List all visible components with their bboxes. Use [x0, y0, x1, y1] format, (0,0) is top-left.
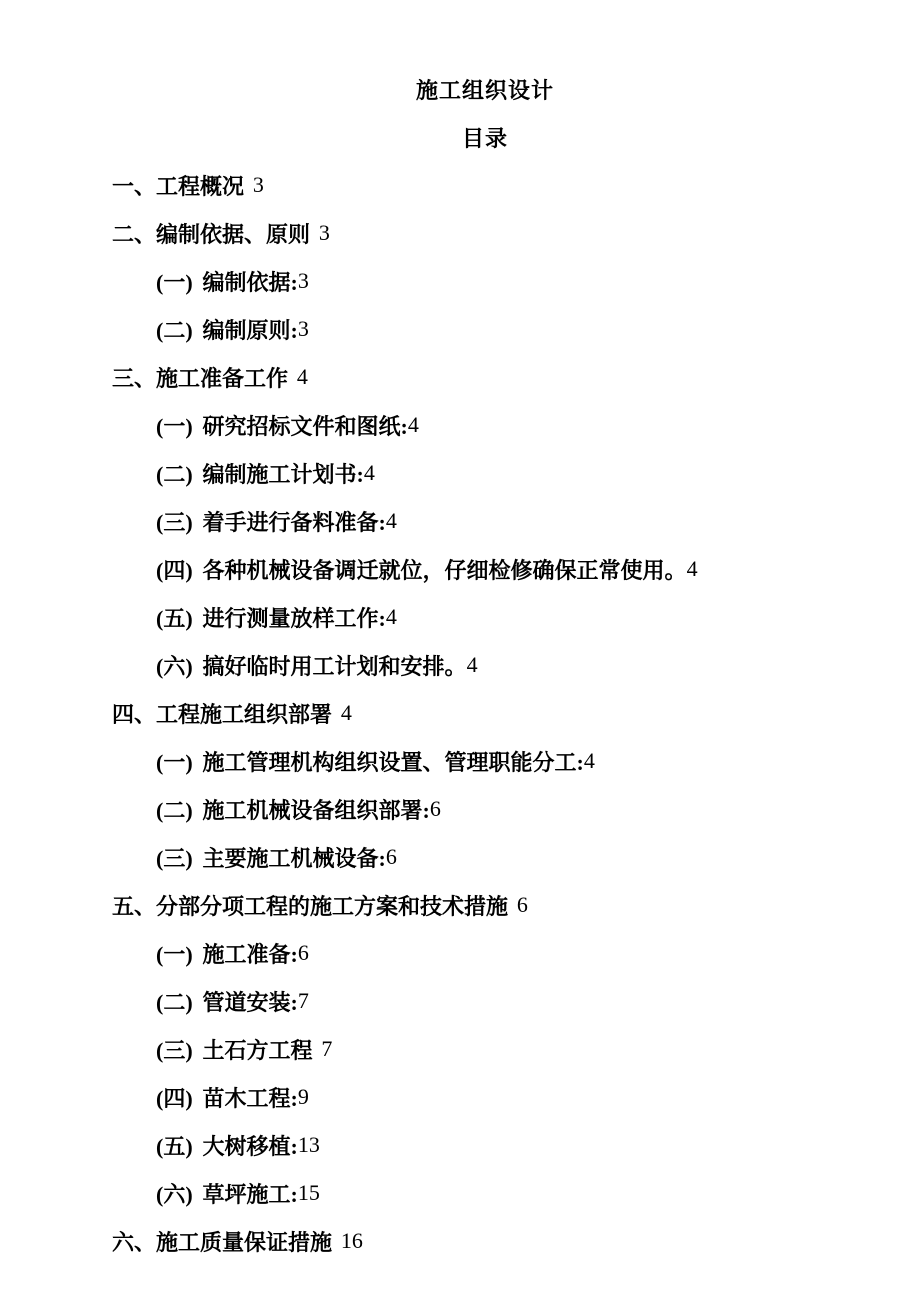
- toc-entry-page: 3: [318, 220, 330, 245]
- toc-entry: [0, 641, 920, 689]
- toc-entry-label: (四): [156, 557, 193, 583]
- toc-entry-title: 编制原则:: [202, 317, 298, 343]
- toc-entry-label: (二): [156, 797, 193, 823]
- toc-entry-label: (三): [156, 845, 193, 871]
- toc-entry: [0, 449, 920, 497]
- toc-entry-label: (二): [156, 461, 193, 487]
- toc-entry: [0, 1169, 920, 1217]
- toc-entry-title: 工程概况: [156, 173, 245, 199]
- toc-entry: [0, 497, 920, 545]
- toc-entry-title: 着手进行备料准备:: [202, 509, 386, 535]
- toc-entry-label: (一): [156, 941, 193, 967]
- toc-entry: [0, 353, 920, 401]
- toc-entry-label: 五、: [112, 893, 157, 919]
- toc-entry-title: 施工质量保证措施: [156, 1229, 333, 1255]
- toc-entry-label: (五): [156, 605, 193, 631]
- toc-entry: [0, 305, 920, 353]
- toc-entry: [0, 209, 920, 257]
- toc-entry-page: 9: [297, 1084, 309, 1109]
- toc-entry: [0, 833, 920, 881]
- toc-entry-title: 分部分项工程的施工方案和技术措施: [156, 893, 509, 919]
- toc-entry-title: 苗木工程:: [202, 1085, 298, 1111]
- toc-entry-title: 编制依据、原则: [156, 221, 311, 247]
- toc-entry-page: 6: [297, 940, 309, 965]
- toc-entry-title: 大树移植:: [202, 1133, 298, 1159]
- toc-entry-title: 施工机械设备组织部署:: [202, 797, 430, 823]
- toc-entry-page: 4: [407, 412, 419, 437]
- toc-entry-label: (六): [156, 1181, 193, 1207]
- toc-entry-page: 4: [385, 604, 397, 629]
- toc-entry-page: 4: [385, 508, 397, 533]
- toc-entry-title: 草坪施工:: [202, 1181, 298, 1207]
- toc-entry-title: 施工管理机构组织设置、管理职能分工:: [202, 749, 584, 775]
- toc-entry-label: (三): [156, 1037, 193, 1063]
- toc-entry-page: 4: [686, 556, 698, 581]
- toc-entry-title: 研究招标文件和图纸:: [202, 413, 408, 439]
- toc-entry-label: 三、: [112, 365, 157, 391]
- toc-entry-page: 4: [363, 460, 375, 485]
- toc-entry-page: 3: [252, 172, 264, 197]
- document-title: 施工组织设计: [415, 77, 554, 103]
- toc-entry: [0, 977, 920, 1025]
- toc-entry-label: (二): [156, 989, 193, 1015]
- toc-entry: [0, 929, 920, 977]
- toc-entry-title: 编制依据:: [202, 269, 298, 295]
- toc-heading: 目录: [461, 125, 508, 151]
- toc-entry-page: 4: [583, 748, 595, 773]
- toc-entry-label: (三): [156, 509, 193, 535]
- toc-entry: [0, 881, 920, 929]
- toc-entry: [0, 257, 920, 305]
- toc-entry-page: 7: [321, 1036, 333, 1061]
- toc-entry: [0, 1073, 920, 1121]
- toc-entry: [0, 689, 920, 737]
- toc-entry-label: (四): [156, 1085, 193, 1111]
- toc-entry: [0, 1217, 920, 1265]
- toc-entry-title: 搞好临时用工计划和安排。: [202, 653, 467, 679]
- toc-entry: [0, 401, 920, 449]
- toc-entry-page: 3: [297, 268, 309, 293]
- toc-entry: [0, 737, 920, 785]
- toc-entry-page: 7: [297, 988, 309, 1013]
- toc-entry-label: 六、: [112, 1229, 157, 1255]
- toc-entry-page: 4: [340, 700, 352, 725]
- toc-entry-label: (五): [156, 1133, 193, 1159]
- toc-entry-title: 进行测量放样工作:: [202, 605, 386, 631]
- toc-entry: [0, 1025, 920, 1073]
- toc-entry-title: 各种机械设备调迁就位，仔细检修确保正常使用。: [202, 557, 687, 583]
- toc-entry-page: 3: [297, 316, 309, 341]
- toc-entry-title: 施工准备:: [202, 941, 298, 967]
- toc-entry-title: 工程施工组织部署: [156, 701, 333, 727]
- toc-entry-page: 6: [385, 844, 397, 869]
- toc-entry: [0, 785, 920, 833]
- toc-entry: [0, 161, 920, 209]
- toc-entry-page: 4: [466, 652, 478, 677]
- toc-entry-page: 15: [297, 1180, 320, 1205]
- toc-entry-label: (六): [156, 653, 193, 679]
- toc-entry-page: 6: [429, 796, 441, 821]
- toc-entry-page: 6: [516, 892, 528, 917]
- toc-entry-label: 四、: [112, 701, 157, 727]
- toc-entry-label: 二、: [112, 221, 157, 247]
- toc-entry-title: 主要施工机械设备:: [202, 845, 386, 871]
- toc-entry-title: 土石方工程: [202, 1037, 313, 1063]
- toc-entry-page: 4: [296, 364, 308, 389]
- toc-entry-page: 13: [297, 1132, 320, 1157]
- toc-entry-label: (一): [156, 269, 193, 295]
- toc-entry-label: (一): [156, 413, 193, 439]
- toc-entry-label: (二): [156, 317, 193, 343]
- toc-entry-title: 编制施工计划书:: [202, 461, 364, 487]
- toc-entry: [0, 545, 920, 593]
- toc-entry-title: 施工准备工作: [156, 365, 289, 391]
- toc-entry: [0, 1121, 920, 1169]
- toc-entry-label: (一): [156, 749, 193, 775]
- toc-entry-label: 一、: [112, 173, 157, 199]
- toc-entry-title: 管道安装:: [202, 989, 298, 1015]
- toc-entry: [0, 593, 920, 641]
- toc-list: [0, 161, 920, 1265]
- toc-entry-page: 16: [340, 1228, 363, 1253]
